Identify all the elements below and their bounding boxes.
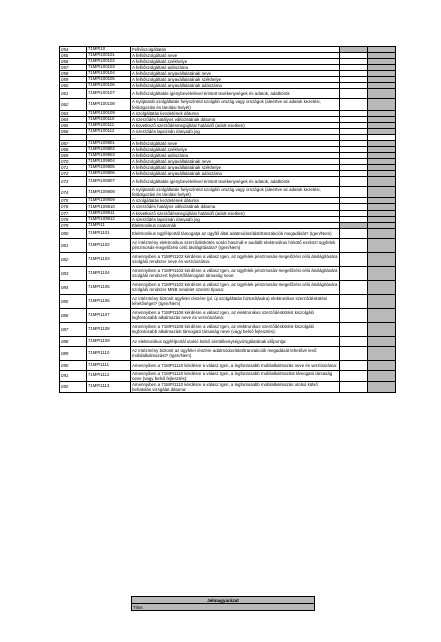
row-description: A felhőszolgáltatás igénybevételével érintett tevékenységek és adatok, adatkörök <box>131 89 340 99</box>
table-row <box>60 187 396 198</box>
row-description: Amennyiben a 71MPI1102 kérdésre a válasz Igen, az ügyfelek pénzmosás-megelőzési célú átvilágítására szolgáló rendszer MNB rendelet szerinti típusa: <box>131 280 340 294</box>
table-row <box>60 322 396 336</box>
row-code: 71MPI1101 <box>87 228 131 238</box>
row-description: A felhőszolgáltató neve <box>131 140 340 146</box>
row-number: 058 <box>60 71 87 77</box>
row-description: A felhőszolgáltató adószáma <box>131 153 340 159</box>
legend-item-tilos: Tilos <box>132 604 315 611</box>
row-code: 71MPI11 <box>87 222 131 228</box>
value-cell-a[interactable] <box>340 360 368 370</box>
row-number: 078 <box>60 216 87 222</box>
row-code: 71MPI109904 <box>87 159 131 165</box>
row-code: 71MPI1111 <box>87 360 131 370</box>
row-code: 71MPI1106 <box>87 294 131 308</box>
row-description: A felhőszolgáltató székhelye <box>131 146 340 152</box>
row-number: 066 <box>60 128 87 134</box>
value-cell-a[interactable] <box>340 370 368 381</box>
value-cell-a[interactable] <box>340 336 368 346</box>
row-description: A szolgáltatás kezdetének dátuma <box>131 198 340 204</box>
row-description: Az elektronikus ügyfélportál utolsó külső sérülékenységvizsgálatának időpontja: <box>131 336 340 346</box>
row-description: Felhőszolgáltatás <box>131 47 340 53</box>
row-description: A felhőszolgáltató székhelye <box>131 59 340 65</box>
row-code: 71MPI10 <box>87 47 131 53</box>
row-code: 71MPI1110 <box>87 346 131 360</box>
row-number: 057 <box>60 65 87 71</box>
row-number: 070 <box>60 159 87 165</box>
row-description: Elektronikus ügyfélportál támogatja az ügyfél által adatmódosítást/tranzakciók megadását? (Igen/Nem) <box>131 228 340 238</box>
row-number: 074 <box>60 187 87 198</box>
row-code: 71MPI109903 <box>87 153 131 159</box>
row-code: 71MPI1107 <box>87 308 131 322</box>
value-cell-b[interactable] <box>368 89 396 99</box>
row-code: 71MPI100109 <box>87 110 131 116</box>
table-row <box>60 89 396 99</box>
row-code: 71MPI109910 <box>87 204 131 210</box>
row-number: 079 <box>60 222 87 228</box>
value-cell-a[interactable] <box>340 228 368 238</box>
row-code: 71MPI109907 <box>87 177 131 187</box>
value-cell-b[interactable] <box>368 346 396 360</box>
row-number: 067 <box>60 140 87 146</box>
value-cell-b[interactable] <box>368 360 396 370</box>
row-description: Az intézmény biztosít az ügyfelei részére adatmódosítást/tranzakciók megadását lehetővé tevő mobilalkalmazást? (Igen/Nem) <box>131 346 340 360</box>
row-code: 71MPI100107 <box>87 89 131 99</box>
value-cell-a[interactable] <box>340 294 368 308</box>
value-cell-b[interactable] <box>368 252 396 266</box>
row-code: 71MPI100104 <box>87 71 131 77</box>
value-cell-a[interactable] <box>340 252 368 266</box>
table-row <box>60 177 396 187</box>
legend-title: Jelmagyarázat <box>132 597 315 604</box>
row-description: A következő szerződésmegújítási határidő (adott esetben) <box>131 122 340 128</box>
row-description: A nyújtandó szolgáltatás helyszínéül szolgáló ország vagy országok (ideértve az adatok kezelési, feldolgozási és tárolási helyét) <box>131 187 340 198</box>
row-code: 71MPI100103 <box>87 65 131 71</box>
row-number: 061 <box>60 89 87 99</box>
value-cell-b[interactable] <box>368 187 396 198</box>
row-description: Amennyiben a 71MPI1110 kérdésre a válasz Igen, a legfontosabb mobilalkalmazás neve és verziószáma: <box>131 360 340 370</box>
value-cell-a[interactable] <box>340 238 368 252</box>
value-cell-a[interactable] <box>340 89 368 99</box>
row-code: 71MPI109906 <box>87 171 131 177</box>
row-code: 71MPI109909 <box>87 198 131 204</box>
value-cell-b[interactable] <box>368 370 396 381</box>
data-table <box>59 46 396 393</box>
row-code: 71MPI1109 <box>87 336 131 346</box>
row-code: 71MPI100105 <box>87 77 131 83</box>
table-row <box>60 266 396 280</box>
value-cell-a[interactable] <box>340 280 368 294</box>
value-cell-a[interactable] <box>340 187 368 198</box>
row-number: 065 <box>60 122 87 128</box>
table-row <box>60 346 396 360</box>
row-code: 71MPI100112 <box>87 128 131 134</box>
row-number: 089 <box>60 346 87 360</box>
legend-table <box>131 596 315 611</box>
row-description: Az intézmény elektronikus szerződéskötés során használ-e auditált elektronikus hirkötő eszközt ügyfelek pénzmosás-megelőzési célú átvilágítására? (Igen/Nem) <box>131 238 340 252</box>
value-cell-a[interactable] <box>340 177 368 187</box>
table-row <box>60 280 396 294</box>
row-number: 064 <box>60 116 87 122</box>
row-number: 054 <box>60 47 87 53</box>
legend-item <box>132 604 315 611</box>
row-code: 71MPI109911 <box>87 210 131 216</box>
row-description: A felhőszolgáltató anyavállalatának székhelye <box>131 165 340 171</box>
row-number: 056 <box>60 59 87 65</box>
value-cell-a[interactable] <box>340 308 368 322</box>
table-row <box>60 381 396 392</box>
row-number: 077 <box>60 210 87 216</box>
value-cell-b[interactable] <box>368 381 396 392</box>
table-body <box>60 47 396 393</box>
row-code: 71MPI100106 <box>87 83 131 89</box>
row-number: 080 <box>60 228 87 238</box>
table-row <box>60 99 396 110</box>
row-description: A következő szerződésmegújítási határidő (adott esetben) <box>131 210 340 216</box>
table-row <box>60 238 396 252</box>
row-description: Elektronikus csatornák <box>131 222 340 228</box>
row-description: Amennyiben a 71MPI1102 kérdésre a válasz Igen, az ügyfelek pénzmosás-megelőzési célú átvilágítására szolgáló rendszer neve és verziószáma: <box>131 252 340 266</box>
row-code: 71MPI1113 <box>87 381 131 392</box>
row-description: A felhőszolgáltató anyavállalatának neve <box>131 71 340 77</box>
table-row <box>60 228 396 238</box>
row-code: 71MPI1104 <box>87 266 131 280</box>
row-description: Amennyiben a 71MPI1106 kérdésre a válasz Igen, az elektronikus szerződéskötést kiszolgáló legfontosabb alkalmazás neve és verziószáma: <box>131 308 340 322</box>
row-number: 091 <box>60 370 87 381</box>
value-cell-b[interactable] <box>368 280 396 294</box>
value-cell-b[interactable] <box>368 99 396 110</box>
table-row <box>60 294 396 308</box>
row-description: A szolgáltatás kezdetének dátuma <box>131 110 340 116</box>
row-number: 063 <box>60 110 87 116</box>
row-description: A felhőszolgáltató anyavállalatának adószáma <box>131 83 340 89</box>
row-description: Amennyiben a 71MPI1102 kérdésre a válasz Igen, az ügyfelek pénzmosás-megelőzési célú átvilágítására szolgáló rendszert fejlesztő/támogató társaság neve: <box>131 266 340 280</box>
table-row <box>60 360 396 370</box>
row-code: 71MPI109908 <box>87 187 131 198</box>
row-code: 71MPI100108 <box>87 99 131 110</box>
row-code: 71MPI109912 <box>87 216 131 222</box>
value-cell-b[interactable] <box>368 322 396 336</box>
row-code: 71MPI109905 <box>87 165 131 171</box>
row-number: 062 <box>60 99 87 110</box>
row-code: 71MPI100111 <box>87 122 131 128</box>
row-number: 083 <box>60 266 87 280</box>
row-number: 084 <box>60 280 87 294</box>
row-code: 71MPI1105 <box>87 280 131 294</box>
row-code: 71MPI109901 <box>87 140 131 146</box>
row-number: 073 <box>60 177 87 187</box>
row-number: 092 <box>60 381 87 392</box>
row-number: 060 <box>60 83 87 89</box>
table-row <box>60 308 396 322</box>
row-number: 090 <box>60 360 87 370</box>
row-number: 081 <box>60 238 87 252</box>
value-cell-a[interactable] <box>340 322 368 336</box>
row-number: 068 <box>60 146 87 152</box>
row-description: A felhőszolgáltató anyavállalatának neve <box>131 159 340 165</box>
row-code: 71MPI1112 <box>87 370 131 381</box>
value-cell-b[interactable] <box>368 308 396 322</box>
row-description: A felhőszolgáltató anyavállalatának székhelye <box>131 77 340 83</box>
row-description: A szerződés hatályos változatának dátuma <box>131 116 340 122</box>
row-description: Amennyiben a 71MPI1110 kérdésre a válasz Igen, a legfontosabb mobilalkalmazás utolsó külső behatolás vizsgálat dátuma: <box>131 381 340 392</box>
row-number: 071 <box>60 165 87 171</box>
row-description: A szerződés lapozsán irányadó jog <box>131 216 340 222</box>
table-row <box>60 370 396 381</box>
row-number: 088 <box>60 336 87 346</box>
row-number: 059 <box>60 77 87 83</box>
row-description: ... <box>131 134 340 140</box>
row-number: 055 <box>60 53 87 59</box>
row-number: 086 <box>60 308 87 322</box>
row-code: 71MPI100110 <box>87 116 131 122</box>
row-description: A felhőszolgáltató neve <box>131 53 340 59</box>
row-number: 087 <box>60 322 87 336</box>
value-cell-b[interactable] <box>368 228 396 238</box>
row-description: Amennyiben a 71MPI1106 kérdésre a válasz Igen, az elektronikus szerződéskötést kiszolgáló legfontosabb alkalmazást támogató társaság neve (vagy belső fejlesztés): <box>131 322 340 336</box>
value-cell-a[interactable] <box>340 346 368 360</box>
row-code: 71MPI100102 <box>87 59 131 65</box>
value-cell-a[interactable] <box>340 266 368 280</box>
row-number: 076 <box>60 204 87 210</box>
value-cell-b[interactable] <box>368 266 396 280</box>
table-row <box>60 252 396 266</box>
row-code: 71MPI1102 <box>87 238 131 252</box>
row-code: 71MPI1108 <box>87 322 131 336</box>
value-cell-b[interactable] <box>368 238 396 252</box>
row-number: 072 <box>60 171 87 177</box>
row-code: 71MPI1103 <box>87 252 131 266</box>
row-description: A szerződés lapozsán irányadó jog <box>131 128 340 134</box>
row-code: 71MPI100101 <box>87 53 131 59</box>
row-description: A felhőszolgáltatás igénybevételével érintett tevékenységek és adatok, adatkörök <box>131 177 340 187</box>
row-description: Az intézmény biztosít ügyfelei részére (pl. új szolgáltatás biztosítására) elektronikus szerződéskötési lehetőséget? (Igen/Nem) <box>131 294 340 308</box>
row-description: Amennyiben a 71MPI1110 kérdésre a válasz Igen, a legfontosabb mobilalkalmazást támogató társaság neve (vagy belső fejlesztés): <box>131 370 340 381</box>
row-description: A felhőszolgáltató adószáma <box>131 65 340 71</box>
row-code: 71MPI109902 <box>87 146 131 152</box>
value-cell-a[interactable] <box>340 99 368 110</box>
row-description: A nyújtandó szolgáltatás helyszínéül szolgáló ország vagy országok (ideértve az adatok kezelési, feldolgozási és tárolási helyét) <box>131 99 340 110</box>
row-description: A felhőszolgáltató anyavállalatának adószáma <box>131 171 340 177</box>
row-description: A szerződés hatályos változatának dátuma <box>131 204 340 210</box>
row-number: 082 <box>60 252 87 266</box>
row-number: 069 <box>60 153 87 159</box>
table-row <box>60 336 396 346</box>
value-cell-b[interactable] <box>368 294 396 308</box>
value-cell-a[interactable] <box>340 381 368 392</box>
row-number: 075 <box>60 198 87 204</box>
value-cell-b[interactable] <box>368 336 396 346</box>
row-number: 085 <box>60 294 87 308</box>
value-cell-b[interactable] <box>368 177 396 187</box>
